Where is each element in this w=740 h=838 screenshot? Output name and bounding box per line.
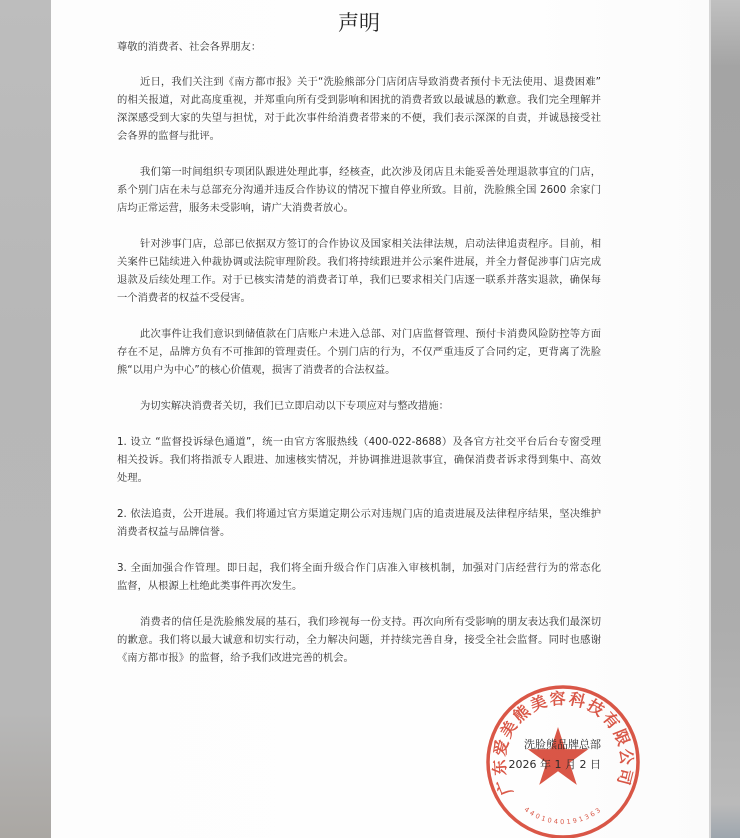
viewer-background-right [709,0,740,838]
text-line: 消费者权益与品牌信誉。 [117,526,231,538]
text-line: 深深感受到大家的失望与担忧，对于此次事件给消费者带来的不便，我们表示深深的自责，并诚恳接受社 [117,112,601,124]
text-line: 的歉意。我们将以最大诚意和切实行动，全力解决问题，并持续完善自身，接受全社会监督。同时也感谢 [117,634,601,646]
text-line: 我们第一时间组织专项团队跟进处理此事，经核查，此次涉及闭店且未能妥善处理退款事宜的门店， [140,166,601,178]
measure-item-1 [117,433,601,487]
text-line: 针对涉事门店，总部已依据双方签订的合作协议及国家相关法律法规，启动法律追责程序。目前，相 [140,238,601,250]
text-line: 关案件已陆续进入仲裁协调或法院审理阶段。我们将持续跟进并公示案件进展，并全力督促涉事门店完成 [117,256,601,268]
text-line: 退款及后续处理工作。对于已核实清楚的消费者订单，我们已要求相关门店逐一联系并落实退款，确保每 [117,274,601,286]
paragraph-acknowledgement [117,73,601,145]
seal-number-text [523,805,604,826]
text-line: 监督，从根源上杜绝此类事件再次发生。 [117,580,303,592]
text-line: 相关投诉。我们将指派专人跟进、加速核实情况，并协调推进退款事宜，确保消费者诉求得到集中、高效 [117,454,601,466]
seal-company-name: 广东爱美熊美容科技有限公司 [489,688,637,798]
text-line: 为切实解决消费者关切，我们已立即启动以下专项应对与整改措施： [140,400,449,412]
measure-item-2 [117,505,601,541]
page-title: 声明 [338,11,380,35]
text-line: 一个消费者的权益不受侵害。 [117,292,251,304]
text-line: 存在不足，品牌方负有不可推卸的管理责任。个别门店的行为，不仅严重违反了合同约定，更背离了洗脸 [117,346,601,358]
text-line: 此次事件让我们意识到储值款在门店账户未进入总部、对门店监督管理、预付卡消费风险防控等方面 [140,328,601,340]
text-line: 会各界的监督与批评。 [117,130,220,142]
text-line: 系个别门店在未与总部充分沟通并违反合作协议的情况下擅自停业所致。目前，洗脸熊全国 2600 余家门 [117,184,601,196]
text-line: 2. 依法追责，公开进展。我们将通过官方渠道定期公示对违规门店的追责进展及法律程序结果，坚决维护 [117,508,601,520]
text-line: 1. 设立 “监督投诉绿色通道”，统一由官方客服热线（400-022-8688）及各官方社交平台后台专窗受理 [117,436,601,448]
text-line: 处理。 [117,472,148,484]
statement-body [117,10,601,667]
measure-item-3 [117,559,601,595]
text-line: 消费者的信任是洗脸熊发展的基石，我们珍视每一份支持。再次向所有受影响的朋友表达我们最深切 [140,616,601,628]
seal-number: 4401040191363 [522,804,604,827]
paragraph-measures-intro [117,397,601,415]
salutation: 尊敬的消费者、社会各界朋友： [117,41,262,53]
viewer-background-left [0,0,51,838]
paragraph-legal-action [117,235,601,307]
paragraph-investigation [117,163,601,217]
paragraph-closing [117,613,601,667]
paragraph-responsibility [117,325,601,379]
text-line: 店均正常运营，服务未受影响，请广大消费者放心。 [117,202,354,214]
text-line: 3. 全面加强合作管理。即日起，我们将全面升级合作门店准入审核机制，加强对门店经营行为的常态化 [117,562,601,574]
signature-issuer: 洗脸熊品牌总部 [524,738,601,751]
text-line: 熊“以用户为中心”的核心价值观，损害了消费者的合法权益。 [117,364,396,376]
text-line: 《南方都市报》的监督，给予我们改进完善的机会。 [117,652,354,664]
text-line: 近日，我们关注到《南方都市报》关于“洗脸熊部分门店闭店导致消费者预付卡无法使用、退费困难” [140,76,601,88]
signature-block [509,735,601,775]
signature-date: 2026 年 1 月 2 日 [508,758,601,771]
text-line: 的相关报道，对此高度重视，并郑重向所有受到影响和困扰的消费者致以最诚恳的歉意。我们完全理解并 [117,94,601,106]
